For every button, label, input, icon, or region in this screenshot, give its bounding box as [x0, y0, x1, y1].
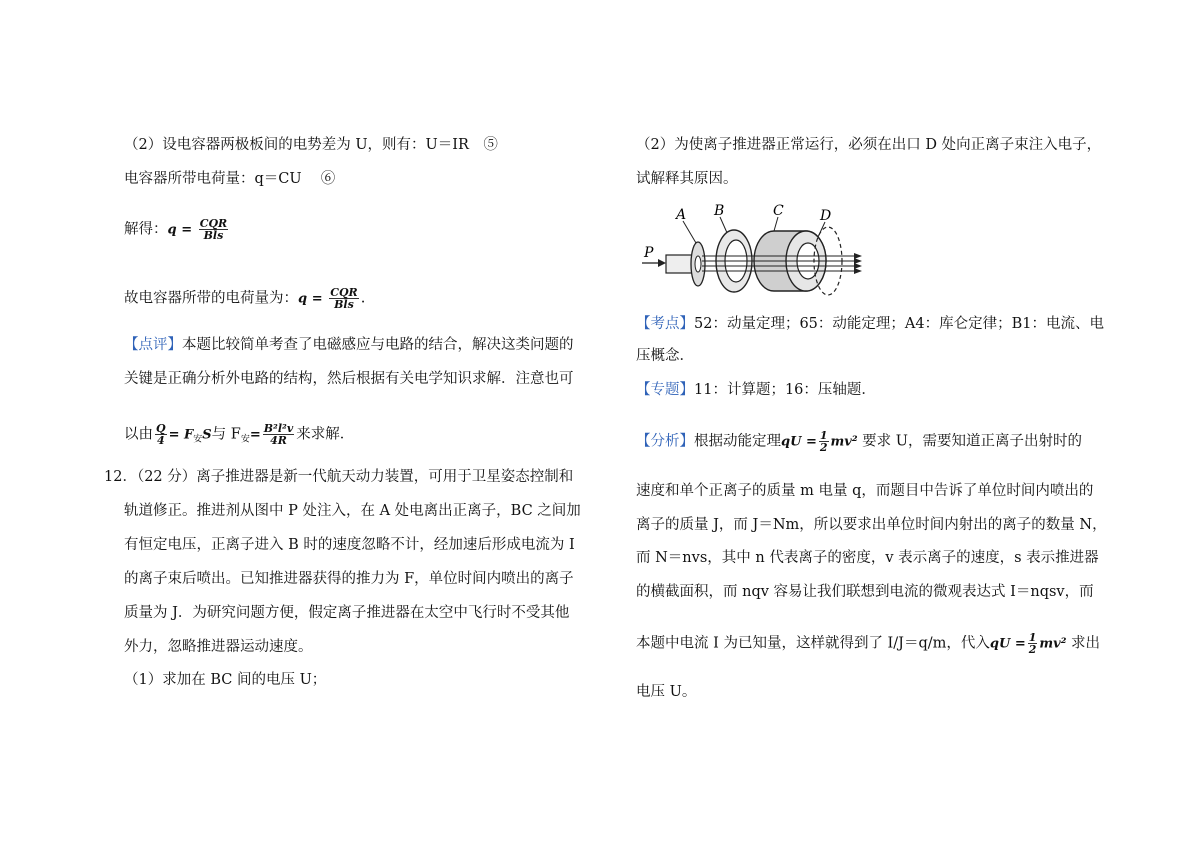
text-line: 关键是正确分析外电路的结构，然后根据有关电学知识求解．注意也可	[124, 371, 574, 387]
text-line: （2）设电容器两极板间的电势差为 U，则有：U＝IR ⑤	[124, 137, 498, 153]
text: 与 F	[211, 426, 241, 443]
fraction-numerator: Q	[156, 422, 166, 435]
electrode-a-hole	[695, 256, 701, 272]
arrow-head	[854, 253, 862, 259]
fraction-denominator: 2	[1028, 643, 1037, 656]
text: 本题比较简单考查了电磁感应与电路的结合，解决这类问题的	[182, 337, 574, 353]
fraction-denominator: Bls	[203, 229, 224, 242]
fraction-numerator: 1	[1028, 631, 1037, 644]
math-q: q	[167, 222, 177, 238]
fraction-denominator: 4R	[270, 434, 287, 447]
leader-line	[683, 221, 696, 243]
math-s: S	[202, 427, 212, 443]
fraction-numerator: 1	[819, 429, 828, 442]
text-line: 的横截面积，而 nqv 容易让我们联想到电流的微观表达式 I＝nqsv，而	[636, 584, 1094, 600]
text: 来求解．	[296, 426, 355, 443]
label-b: B	[714, 203, 725, 219]
fraction-denominator: 4	[156, 434, 165, 447]
math-eq: =	[249, 427, 261, 443]
fraction	[329, 287, 358, 310]
text-line: 电压 U。	[636, 684, 697, 700]
text-line: 而 N＝nvs，其中 n 代表离子的密度，v 表示离子的速度，s 表示推进器	[636, 550, 1099, 566]
text-line: 轨道修正。推进剂从图中 P 处注入，在 A 处电离出正离子，BC 之间加	[124, 503, 581, 519]
arrow-head	[854, 258, 862, 264]
fraction	[199, 218, 228, 241]
inlet-tube	[666, 255, 692, 273]
text-line: （1）求加在 BC 间的电压 U；	[124, 672, 327, 688]
subscript: 安	[193, 434, 203, 445]
fraction-numerator: CQR	[199, 217, 228, 230]
math-expr: mv²	[1039, 636, 1067, 652]
text: 要求 U，需要知道正离子出射时的	[862, 433, 1082, 450]
review-line	[124, 335, 574, 355]
question-number: 12．	[104, 469, 137, 485]
text: 故电容器所带的电荷量为：	[124, 290, 298, 307]
label-c: C	[773, 203, 784, 219]
arrow-head	[854, 268, 862, 274]
kaodian-tag: 【考点】	[636, 316, 694, 332]
label-d: D	[820, 208, 832, 224]
text: 11：计算题；16：压轴题．	[694, 382, 876, 398]
fraction	[1028, 632, 1038, 655]
text: 根据动能定理	[694, 433, 781, 450]
text-line: 的离子束后喷出。已知推进器获得的推力为 F，单位时间内喷出的离子	[124, 571, 574, 587]
fenxi-tag: 【分析】	[636, 433, 694, 450]
text: 以由	[124, 426, 153, 443]
text: 解得：	[124, 221, 168, 238]
text: 本题中电流 I 为已知量，这样就得到了 I/J＝q/m，代入	[636, 635, 990, 652]
leader-line	[774, 217, 778, 231]
subscript: 安	[240, 434, 250, 445]
kaodian-line	[636, 314, 1104, 334]
arrow-head	[658, 259, 666, 267]
text-line: 试解释其原因。	[636, 171, 738, 187]
label-p: P	[644, 245, 654, 261]
fraction	[819, 430, 829, 453]
zhuanti-line	[636, 380, 876, 400]
result-line	[124, 287, 365, 310]
text: 52：动量定理；65：动能定理；A4：库仑定律；B1：电流、电	[694, 316, 1104, 332]
fenxi-line	[636, 430, 1082, 453]
fraction-numerator: CQR	[330, 286, 358, 299]
text: .	[360, 290, 366, 307]
fraction	[155, 423, 167, 446]
review-tag: 【点评】	[124, 337, 182, 353]
fraction-numerator: B²l²v	[263, 422, 294, 435]
fenxi-formula-line	[636, 632, 1100, 655]
math-expr: qU =	[781, 434, 817, 450]
fraction-denominator: 2	[819, 441, 828, 454]
text: 求出	[1071, 635, 1101, 652]
solution-line	[124, 218, 230, 241]
text: （22 分）离子推进器是新一代航天动力装置，可用于卫星姿态控制和	[136, 469, 574, 485]
math-eq: =	[181, 222, 193, 238]
math-expr: qU =	[989, 636, 1026, 652]
math-eq: =	[311, 291, 323, 307]
ion-thruster-diagram	[636, 199, 866, 299]
arrow-head	[854, 263, 862, 269]
text-line: 速度和单个正离子的质量 m 电量 q，而题目中告诉了单位时间内喷出的	[636, 483, 1094, 499]
math-q: q	[298, 291, 308, 307]
review-formula-line	[124, 423, 354, 450]
text-line: 外力，忽略推进器运动速度。	[124, 639, 313, 655]
text-line: 有恒定电压，正离子进入 B 时的速度忽略不计，经加速后形成电流为 I	[124, 537, 575, 553]
text-line: 电容器所带电荷量：q＝CU ⑥	[124, 171, 336, 187]
fraction	[263, 423, 295, 446]
math-expr: mv²	[830, 434, 858, 450]
text-line: （2）为使离子推进器正常运行，必须在出口 D 处向正离子束注入电子，	[636, 137, 1102, 153]
math-expr: = F	[168, 427, 194, 443]
zhuanti-tag: 【专题】	[636, 382, 694, 398]
label-a: A	[676, 207, 687, 223]
fraction-denominator: Bls	[334, 298, 354, 311]
text-line: 离子的质量 J，而 J＝Nm，所以要求出单位时间内射出的离子的数量 N，	[636, 517, 1107, 533]
text-line: 压概念．	[636, 348, 694, 364]
question-12-header	[104, 467, 573, 487]
text-line: 质量为 J．为研究问题方便，假定离子推进器在太空中飞行时不受其他	[124, 605, 570, 621]
